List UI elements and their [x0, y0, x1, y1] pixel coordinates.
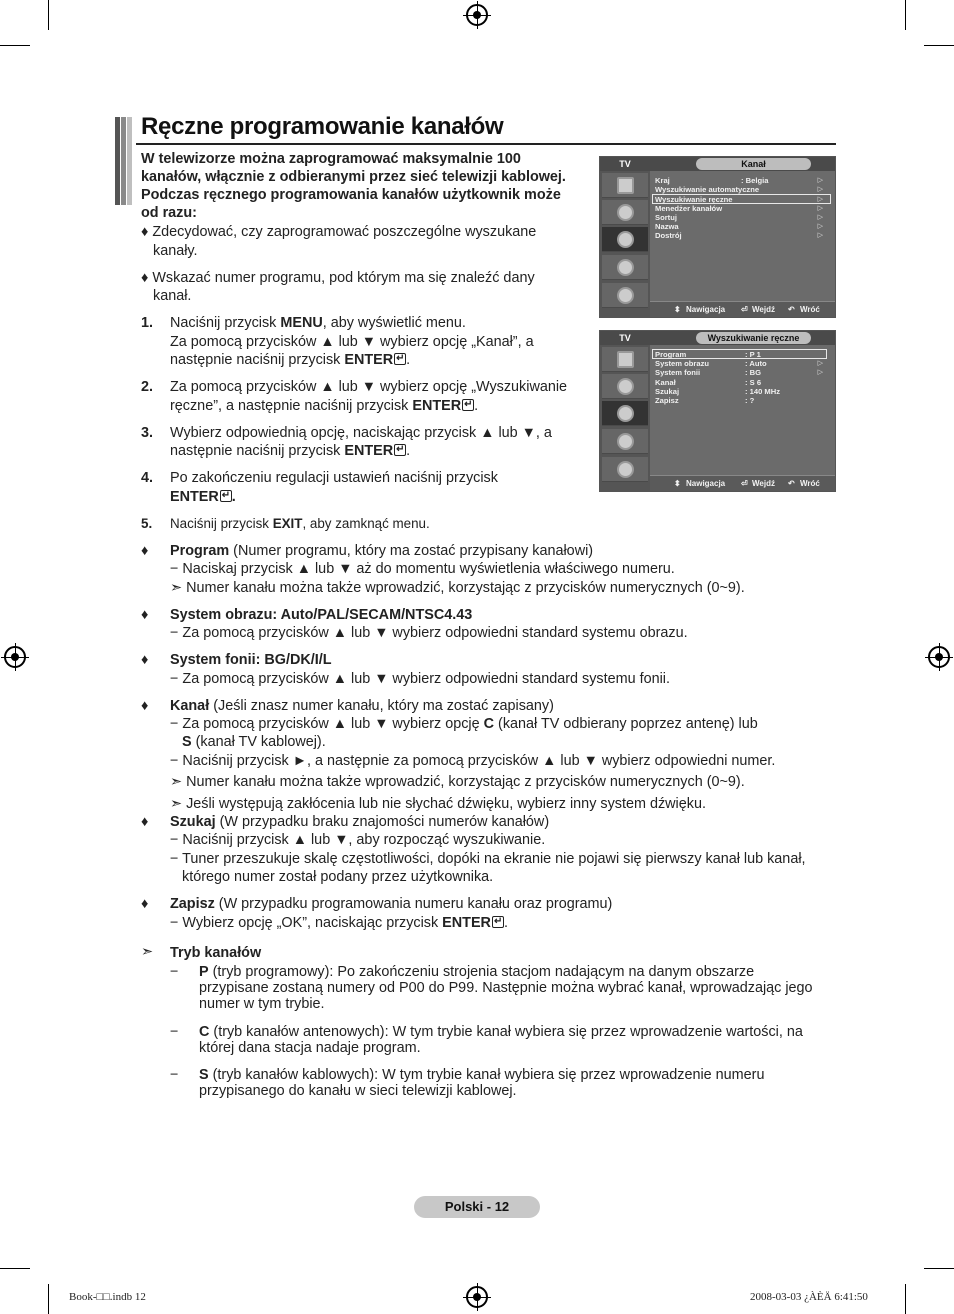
- item-line: − Za pomocą przycisków ▲ lub ▼ wybierz odpowiedni standard systemu obrazu.: [170, 625, 688, 641]
- step-number: 4.: [141, 470, 154, 486]
- step-number: 5.: [141, 516, 153, 531]
- channel-icon: [602, 401, 648, 426]
- input-icon: [602, 283, 648, 308]
- item-line: − Za pomocą przycisków ▲ lub ▼ wybierz odpowiedni standard systemu fonii.: [170, 671, 670, 687]
- tryb-line: której dana stacja nadaje program.: [199, 1040, 421, 1056]
- setup-icon: [602, 255, 648, 280]
- item-program: Program (Numer programu, który ma zostać przypisany kanałowi): [170, 543, 594, 559]
- enter-icon: [220, 490, 232, 502]
- arrow-right-icon: ▷: [817, 232, 823, 239]
- nav-icon: ⬍: [674, 305, 681, 314]
- menu-item: System fonii: [655, 368, 701, 377]
- item-line: − Naciśnij przycisk ▲ lub ▼, aby rozpocząć wyszukiwanie.: [170, 832, 546, 848]
- setup-icon: [602, 429, 648, 454]
- enter-icon: [394, 353, 406, 365]
- menu-item: Zapisz: [655, 396, 679, 405]
- arrow-right-icon: ▷: [817, 177, 823, 184]
- menu-value: : P 1: [745, 350, 761, 359]
- picture-icon: [602, 173, 648, 198]
- item-line: − Naciśnij przycisk ►, a następnie za pomocą przycisków ▲ lub ▼ wybierz odpowiedni numer.: [170, 753, 776, 769]
- item-bullet: ♦: [141, 652, 149, 668]
- sound-icon: [602, 200, 648, 225]
- tryb-dash: −: [170, 964, 179, 980]
- menu-value: : Belgia: [741, 176, 769, 185]
- intro-line: od razu:: [141, 205, 197, 221]
- menu-item: Wyszukiwanie ręczne: [655, 195, 733, 204]
- arrow-right-icon: ▷: [817, 186, 823, 193]
- title-rule: [136, 143, 836, 145]
- intro-bullet: kanały.: [153, 243, 198, 259]
- item-line: − Za pomocą przycisków ▲ lub ▼ wybierz opcję C (kanał TV odbierany poprzez antenę) lub: [170, 716, 758, 732]
- crop-mark: [905, 0, 906, 30]
- title-decoration: [115, 117, 133, 205]
- crop-mark: [48, 0, 49, 30]
- step-text: Wybierz odpowiednią opcję, naciskając przycisk ▲ lub ▼, a: [170, 425, 552, 441]
- step-text: następnie naciśnij przycisk ENTER↵ .: [170, 351, 410, 369]
- menu-item: Kanał: [655, 378, 676, 387]
- item-bullet: ♦: [141, 814, 149, 830]
- step-number: 1.: [141, 315, 154, 331]
- item-system-obrazu: System obrazu: Auto/PAL/SECAM/NTSC4.43: [170, 607, 473, 623]
- step-text: Po zakończeniu regulacji ustawień naciśnij przycisk: [170, 470, 498, 486]
- item-note: ➣ Numer kanału można także wprowadzić, korzystając z przycisków numerycznych (0~9).: [170, 580, 745, 596]
- item-line: − Tuner przeszukuje skalę częstotliwości, dopóki na ekranie nie pojawi się pierwszy kanał lub kanał,: [170, 851, 806, 867]
- crop-mark: [924, 45, 954, 46]
- item-bullet: ♦: [141, 698, 149, 714]
- arrow-right-icon: ▷: [817, 360, 823, 367]
- menu-header: Wyszukiwanie ręczne: [696, 332, 811, 344]
- menu-value: : ?: [745, 396, 755, 405]
- tryb-line: przypisane zostaną numery od P00 do P99. Następnie można wybrać kanał, wprowadzając jego: [199, 980, 813, 996]
- step-text: następnie naciśnij przycisk ENTER↵ .: [170, 442, 410, 460]
- sound-icon: [602, 374, 648, 399]
- item-line: − Naciskaj przycisk ▲ lub ▼ aż do momentu wyświetlenia właściwego numeru.: [170, 561, 675, 577]
- tryb-line: przypisanego do kanału w sieci telewizji kablowej.: [199, 1083, 517, 1099]
- intro-line: Podczas ręcznego programowania kanałów użytkownik może: [141, 187, 561, 203]
- registration-mark-icon: [466, 1286, 488, 1308]
- step-number: 3.: [141, 425, 154, 441]
- enter-icon: ⏎: [741, 305, 748, 314]
- item-note: ➣ Numer kanału można także wprowadzić, korzystając z przycisków numerycznych (0~9).: [170, 774, 745, 790]
- crop-mark: [0, 45, 30, 46]
- menu-item: Dostrój: [655, 231, 682, 240]
- input-icon: [602, 457, 648, 482]
- arrow-right-icon: ▷: [817, 196, 823, 203]
- menu-item: Program: [655, 350, 687, 359]
- registration-mark-icon: [4, 646, 26, 668]
- tv-label: TV: [600, 157, 650, 171]
- step-text: Naciśnij przycisk EXIT, aby zamknąć menu.: [170, 516, 430, 531]
- tryb-title: Tryb kanałów: [170, 945, 262, 961]
- note-arrow-icon: ➣: [170, 796, 187, 812]
- menu-item: Menedżer kanałów: [655, 204, 723, 213]
- registration-mark-icon: [466, 4, 488, 26]
- step-text: ręczne”, a następnie naciśnij przycisk ENTER↵ .: [170, 397, 478, 415]
- arrow-right-icon: ▷: [817, 205, 823, 212]
- item-note: ➣ Jeśli występują zakłócenia lub nie słychać dźwięku, wybierz inny system dźwięku.: [170, 796, 706, 812]
- footer-file: Book-□□.indb 12: [69, 1291, 146, 1303]
- tryb-dash: −: [170, 1067, 179, 1083]
- footer-back: Wróć: [800, 305, 820, 314]
- crop-mark: [0, 1268, 30, 1269]
- menu-value: : Auto: [745, 359, 767, 368]
- footer-enter: Wejdź: [752, 479, 775, 488]
- enter-icon: [462, 399, 474, 411]
- item-line: − Wybierz opcję „OK”, naciskając przycisk ENTER↵ .: [170, 914, 508, 932]
- intro-line: kanałów, włącznie z odbieranymi przez sieć telewizji kablowej.: [141, 169, 566, 185]
- intro-bullet: ♦ Wskazać numer programu, pod którym ma się znaleźć dany: [141, 270, 535, 286]
- arrow-right-icon: ▷: [817, 369, 823, 376]
- return-icon: ↶: [788, 305, 795, 314]
- tryb-p: P (tryb programowy): Po zakończeniu strojenia stacjom nadającym na danym obszarze: [199, 964, 755, 980]
- crop-mark: [924, 1268, 954, 1269]
- item-kanal: Kanał (Jeśli znasz numer kanału, który ma zostać zapisany): [170, 698, 554, 714]
- menu-item: Sortuj: [655, 213, 677, 222]
- item-line: którego numer został podany przez użytkownika.: [182, 869, 494, 885]
- note-arrow-icon: ➣: [141, 944, 154, 960]
- item-bullet: ♦: [141, 607, 149, 623]
- return-icon: ↶: [788, 479, 795, 488]
- crop-mark: [905, 1284, 906, 1314]
- menu-item: Szukaj: [655, 387, 680, 396]
- footer-date: 2008-03-03 ¿ÀÈÄ 6:41:50: [750, 1291, 868, 1303]
- nav-icon: ⬍: [674, 479, 681, 488]
- intro-line: W telewizorze można zaprogramować maksymalnie 100: [141, 151, 521, 167]
- note-arrow-icon: ➣: [170, 774, 187, 790]
- arrow-right-icon: ▷: [817, 214, 823, 221]
- tryb-line: numer w tym trybie.: [199, 996, 325, 1012]
- item-bullet: ♦: [141, 543, 149, 559]
- item-bullet: ♦: [141, 896, 149, 912]
- tv-menu-manual-search: [599, 330, 836, 492]
- tv-label: TV: [600, 331, 650, 345]
- note-arrow-icon: ➣: [170, 580, 187, 596]
- item-szukaj: Szukaj (W przypadku braku znajomości numerów kanałów): [170, 814, 550, 830]
- item-zapisz: Zapisz (W przypadku programowania numeru kanału oraz programu): [170, 896, 613, 912]
- menu-item: System obrazu: [655, 359, 710, 368]
- menu-value: : BG: [745, 368, 762, 377]
- step-text: Naciśnij przycisk MENU, aby wyświetlić menu.: [170, 315, 466, 331]
- footer-nav: Nawigacja: [686, 305, 726, 314]
- crop-mark: [48, 1284, 49, 1314]
- menu-footer: [650, 301, 835, 317]
- menu-footer: [650, 475, 835, 491]
- menu-value: : 140 MHz: [745, 387, 781, 396]
- footer-back: Wróć: [800, 479, 820, 488]
- footer-enter: Wejdź: [752, 305, 775, 314]
- intro-bullet: kanał.: [153, 288, 192, 304]
- registration-mark-icon: [928, 646, 950, 668]
- menu-item: Wyszukiwanie automatyczne: [655, 185, 760, 194]
- menu-item: Nazwa: [655, 222, 679, 231]
- menu-header: Kanał: [696, 158, 811, 170]
- channel-icon: [602, 227, 648, 252]
- tryb-dash: −: [170, 1024, 179, 1040]
- page-title: Ręczne programowanie kanałów: [141, 113, 504, 140]
- step-text: ENTER↵ .: [170, 488, 236, 506]
- step-text: Za pomocą przycisków ▲ lub ▼ wybierz opcję „Wyszukiwanie: [170, 379, 568, 395]
- tv-menu-channel: [599, 156, 836, 318]
- enter-icon: [394, 444, 406, 456]
- arrow-right-icon: ▷: [817, 223, 823, 230]
- menu-value: : S 6: [745, 378, 762, 387]
- enter-icon: [492, 916, 504, 928]
- enter-icon: ⏎: [741, 479, 748, 488]
- intro-bullet: ♦ Zdecydować, czy zaprogramować poszczególne wyszukane: [141, 224, 537, 240]
- picture-icon: [602, 347, 648, 372]
- page-number: Polski - 12: [414, 1196, 540, 1218]
- item-line: S (kanał TV kablowej).: [182, 734, 326, 750]
- footer-nav: Nawigacja: [686, 479, 726, 488]
- tryb-s: S (tryb kanałów kablowych): W tym trybie kanał wybiera się przez wprowadzenie numeru: [199, 1067, 765, 1083]
- step-number: 2.: [141, 379, 154, 395]
- menu-item: Kraj: [655, 176, 670, 185]
- step-text: Za pomocą przycisków ▲ lub ▼ wybierz opcję „Kanał”, a: [170, 334, 534, 350]
- item-system-fonii: System fonii: BG/DK/I/L: [170, 652, 332, 668]
- tryb-c: C (tryb kanałów antenowych): W tym trybie kanał wybiera się przez wprowadzenie wartości, na: [199, 1024, 803, 1040]
